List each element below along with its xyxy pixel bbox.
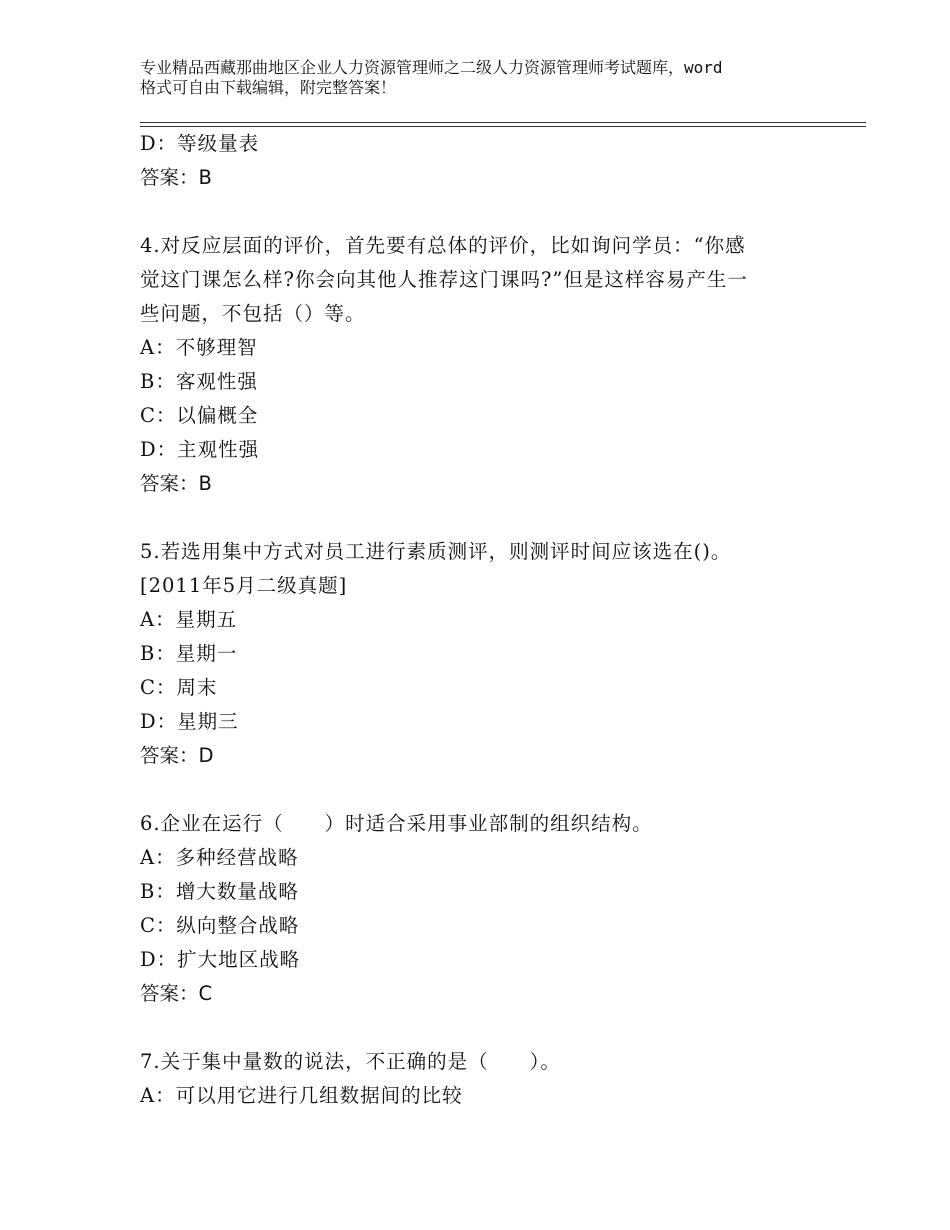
q6-option-d: D：扩大地区战略: [140, 948, 301, 971]
q5-option-b: B：星期一: [140, 642, 238, 665]
q5-option-c: C：周末: [140, 676, 218, 699]
q6-option-b: B：增大数量战略: [140, 880, 299, 903]
q4-stem-line-1: 4.对反应层面的评价，首先要有总体的评价，比如询问学员：“你感: [140, 234, 746, 257]
header-rule-top: [140, 122, 866, 123]
q3-answer: 答案：B: [140, 166, 212, 189]
q5-answer: 答案：D: [140, 744, 214, 767]
spacer: [140, 195, 820, 229]
header-line-2: 格式可自由下载编辑，附完整答案！: [140, 78, 397, 97]
q7-stem-line-1: 7.关于集中量数的说法，不正确的是（ ）。: [140, 1050, 561, 1073]
spacer: [140, 501, 820, 535]
q4-stem-line-2: 觉这门课怎么样?你会向其他人推荐这门课吗?”但是这样容易产生一: [140, 268, 748, 291]
q7-option-a: A：可以用它进行几组数据间的比较: [140, 1084, 463, 1107]
q4-option-d: D：主观性强: [140, 438, 260, 461]
q5-stem-line-1: 5.若选用集中方式对员工进行素质测评，则测评时间应该选在()。: [140, 540, 732, 563]
q5-stem-line-2: [2011年5月二级真题]: [140, 574, 348, 597]
q3-option-d: D：等级量表: [140, 132, 260, 155]
question-content: [140, 127, 820, 1113]
q6-option-a: A：多种经营战略: [140, 846, 299, 869]
q4-option-a: A：不够理智: [140, 336, 258, 359]
q4-option-b: B：客观性强: [140, 370, 258, 393]
q4-answer: 答案：B: [140, 472, 212, 495]
q5-option-a: A：星期五: [140, 608, 238, 631]
q6-answer: 答案：C: [140, 982, 213, 1005]
spacer: [140, 773, 820, 807]
spacer: [140, 1011, 820, 1045]
q4-stem-line-3: 些问题，不包括（）等。: [140, 302, 366, 325]
q6-option-c: C：纵向整合战略: [140, 914, 300, 937]
page-header: [140, 58, 830, 98]
q6-stem-line-1: 6.企业在运行（ ）时适合采用事业部制的组织结构。: [140, 812, 653, 835]
header-line-1: 专业精品西藏那曲地区企业人力资源管理师之二级人力资源管理师考试题库，word: [140, 58, 723, 77]
q4-option-c: C：以偏概全: [140, 404, 259, 427]
q5-option-d: D：星期三: [140, 710, 239, 733]
